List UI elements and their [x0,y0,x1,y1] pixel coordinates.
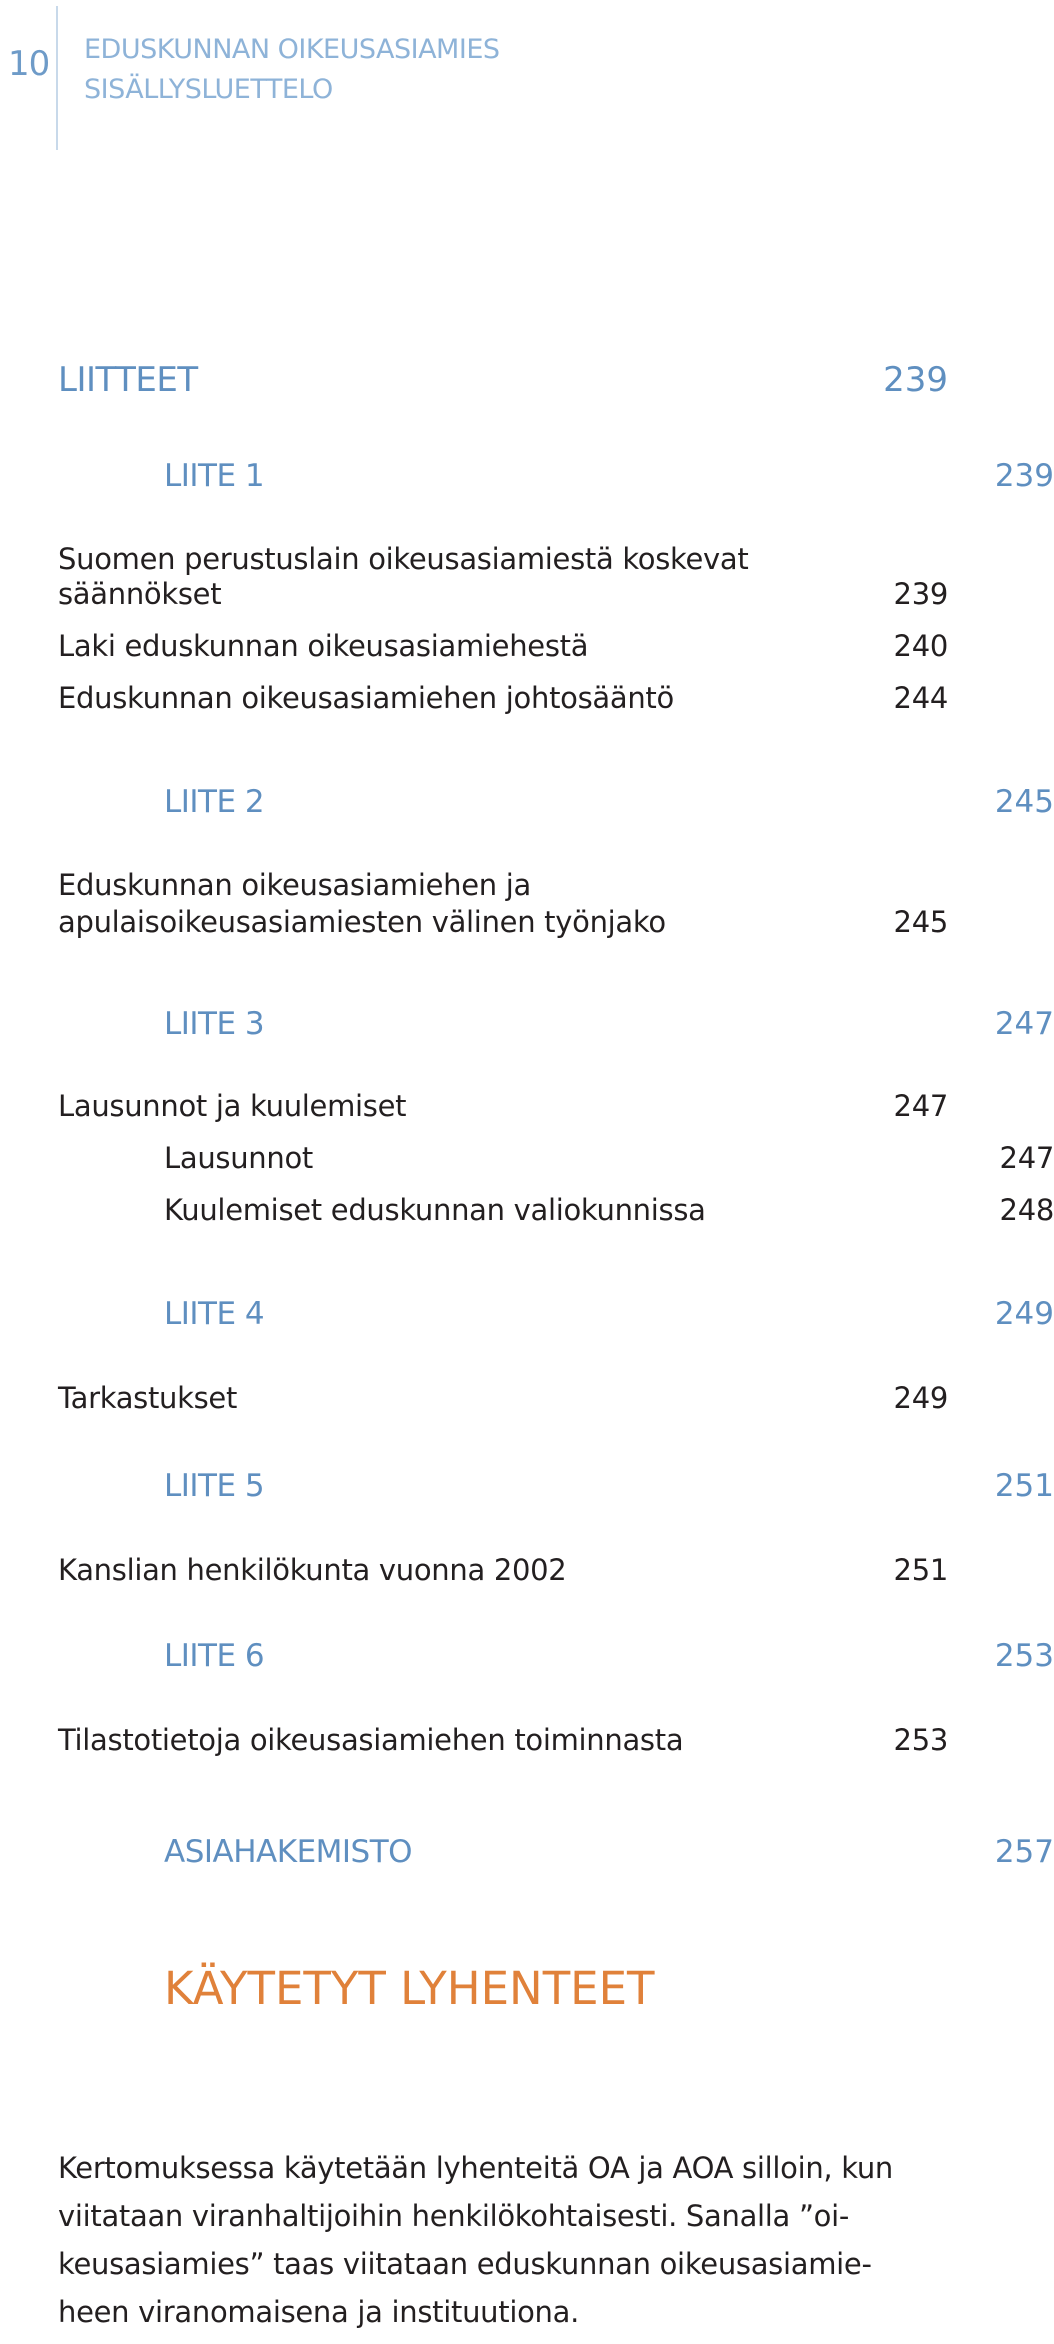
toc-title: LIITE 3 [164,1006,265,1042]
toc-section-liitteet[interactable] [58,360,948,458]
header-divider [56,6,58,150]
toc-page: 239 [893,577,948,611]
toc-title: apulaisoikeusasiamiesten välinen työnjako [58,905,666,939]
toc-page: 248 [999,1193,1054,1227]
toc-entry[interactable] [58,1192,1054,1296]
toc-subsection-liite-1[interactable] [58,458,1054,542]
toc-entry[interactable] [58,868,948,902]
toc-subsection-liite-6[interactable] [58,1638,1054,1722]
page-number: 10 [8,44,50,84]
toc-title: Eduskunnan oikeusasiamiehen johtosääntö [58,681,674,715]
toc-entry[interactable] [58,1140,1054,1192]
abbreviations-heading: KÄYTETYT LYHENTEET [164,1962,655,2015]
toc-page: 239 [883,360,948,400]
running-header-line2: SISÄLLYSLUETTELO [84,74,333,105]
toc-subsection-liite-3[interactable] [58,1006,1054,1088]
running-header [84,30,500,110]
toc-subsection-liite-5[interactable] [58,1468,1054,1552]
toc-title: LIITTEET [58,360,198,400]
toc-title: Laki eduskunnan oikeusasiamiehestä [58,629,589,663]
table-of-contents [58,360,1054,1894]
toc-entry[interactable] [58,1552,948,1638]
toc-title: Tilastotietoja oikeusasiamiehen toiminnasta [58,1723,684,1757]
toc-entry[interactable] [58,576,948,628]
toc-page: 245 [994,784,1054,820]
toc-subsection-liite-4[interactable] [58,1296,1054,1380]
paragraph-line: heen viranomaisena ja instituutiona. [58,2295,579,2329]
toc-entry[interactable] [58,1380,948,1468]
toc-page: 251 [893,1553,948,1587]
toc-page: 257 [994,1834,1054,1870]
toc-page: 245 [893,905,948,939]
toc-title: LIITE 1 [164,458,265,494]
toc-title: ASIAHAKEMISTO [164,1834,413,1870]
toc-title: Suomen perustuslain oikeusasiamiestä koskevat [58,542,749,576]
toc-entry[interactable] [58,542,948,576]
toc-title: Eduskunnan oikeusasiamiehen ja [58,868,532,902]
running-header-line1: EDUSKUNNAN OIKEUSASIAMIES [84,34,500,65]
toc-page: 239 [994,458,1054,494]
toc-page: 244 [893,681,948,715]
toc-subsection-asiahakemisto[interactable] [58,1834,1054,1894]
toc-entry[interactable] [58,680,948,784]
toc-page: 251 [994,1468,1054,1504]
paragraph-line: viitataan viranhaltijoihin henkilökohtaisesti. Sanalla ”oi- [58,2199,850,2233]
toc-title: LIITE 5 [164,1468,265,1504]
toc-page: 240 [893,629,948,663]
toc-entry[interactable] [58,628,948,680]
paragraph-line: keusasiamies” taas viitataan eduskunnan oikeusasiamie- [58,2247,872,2281]
toc-title: Kanslian henkilökunta vuonna 2002 [58,1553,567,1587]
toc-page: 253 [994,1638,1054,1674]
page-header [0,0,960,150]
toc-page: 249 [893,1381,948,1415]
toc-subsection-liite-2[interactable] [58,784,1054,868]
toc-page: 247 [999,1141,1054,1175]
toc-page: 249 [994,1296,1054,1332]
toc-entry[interactable] [58,1722,948,1834]
abbreviations-paragraph [58,2144,953,2336]
toc-entry[interactable] [58,1088,948,1140]
toc-entry[interactable] [58,902,948,1006]
toc-title: LIITE 2 [164,784,265,820]
toc-title: Tarkastukset [58,1381,238,1415]
toc-title: Lausunnot ja kuulemiset [58,1089,407,1123]
toc-page: 253 [893,1723,948,1757]
paragraph-line: Kertomuksessa käytetään lyhenteitä OA ja AOA silloin, kun [58,2151,894,2185]
toc-title: LIITE 6 [164,1638,265,1674]
toc-title: Lausunnot [164,1141,313,1175]
toc-title: LIITE 4 [164,1296,265,1332]
toc-page: 247 [893,1089,948,1123]
toc-title: Kuulemiset eduskunnan valiokunnissa [164,1193,706,1227]
toc-page: 247 [994,1006,1054,1042]
toc-title: säännökset [58,577,222,611]
